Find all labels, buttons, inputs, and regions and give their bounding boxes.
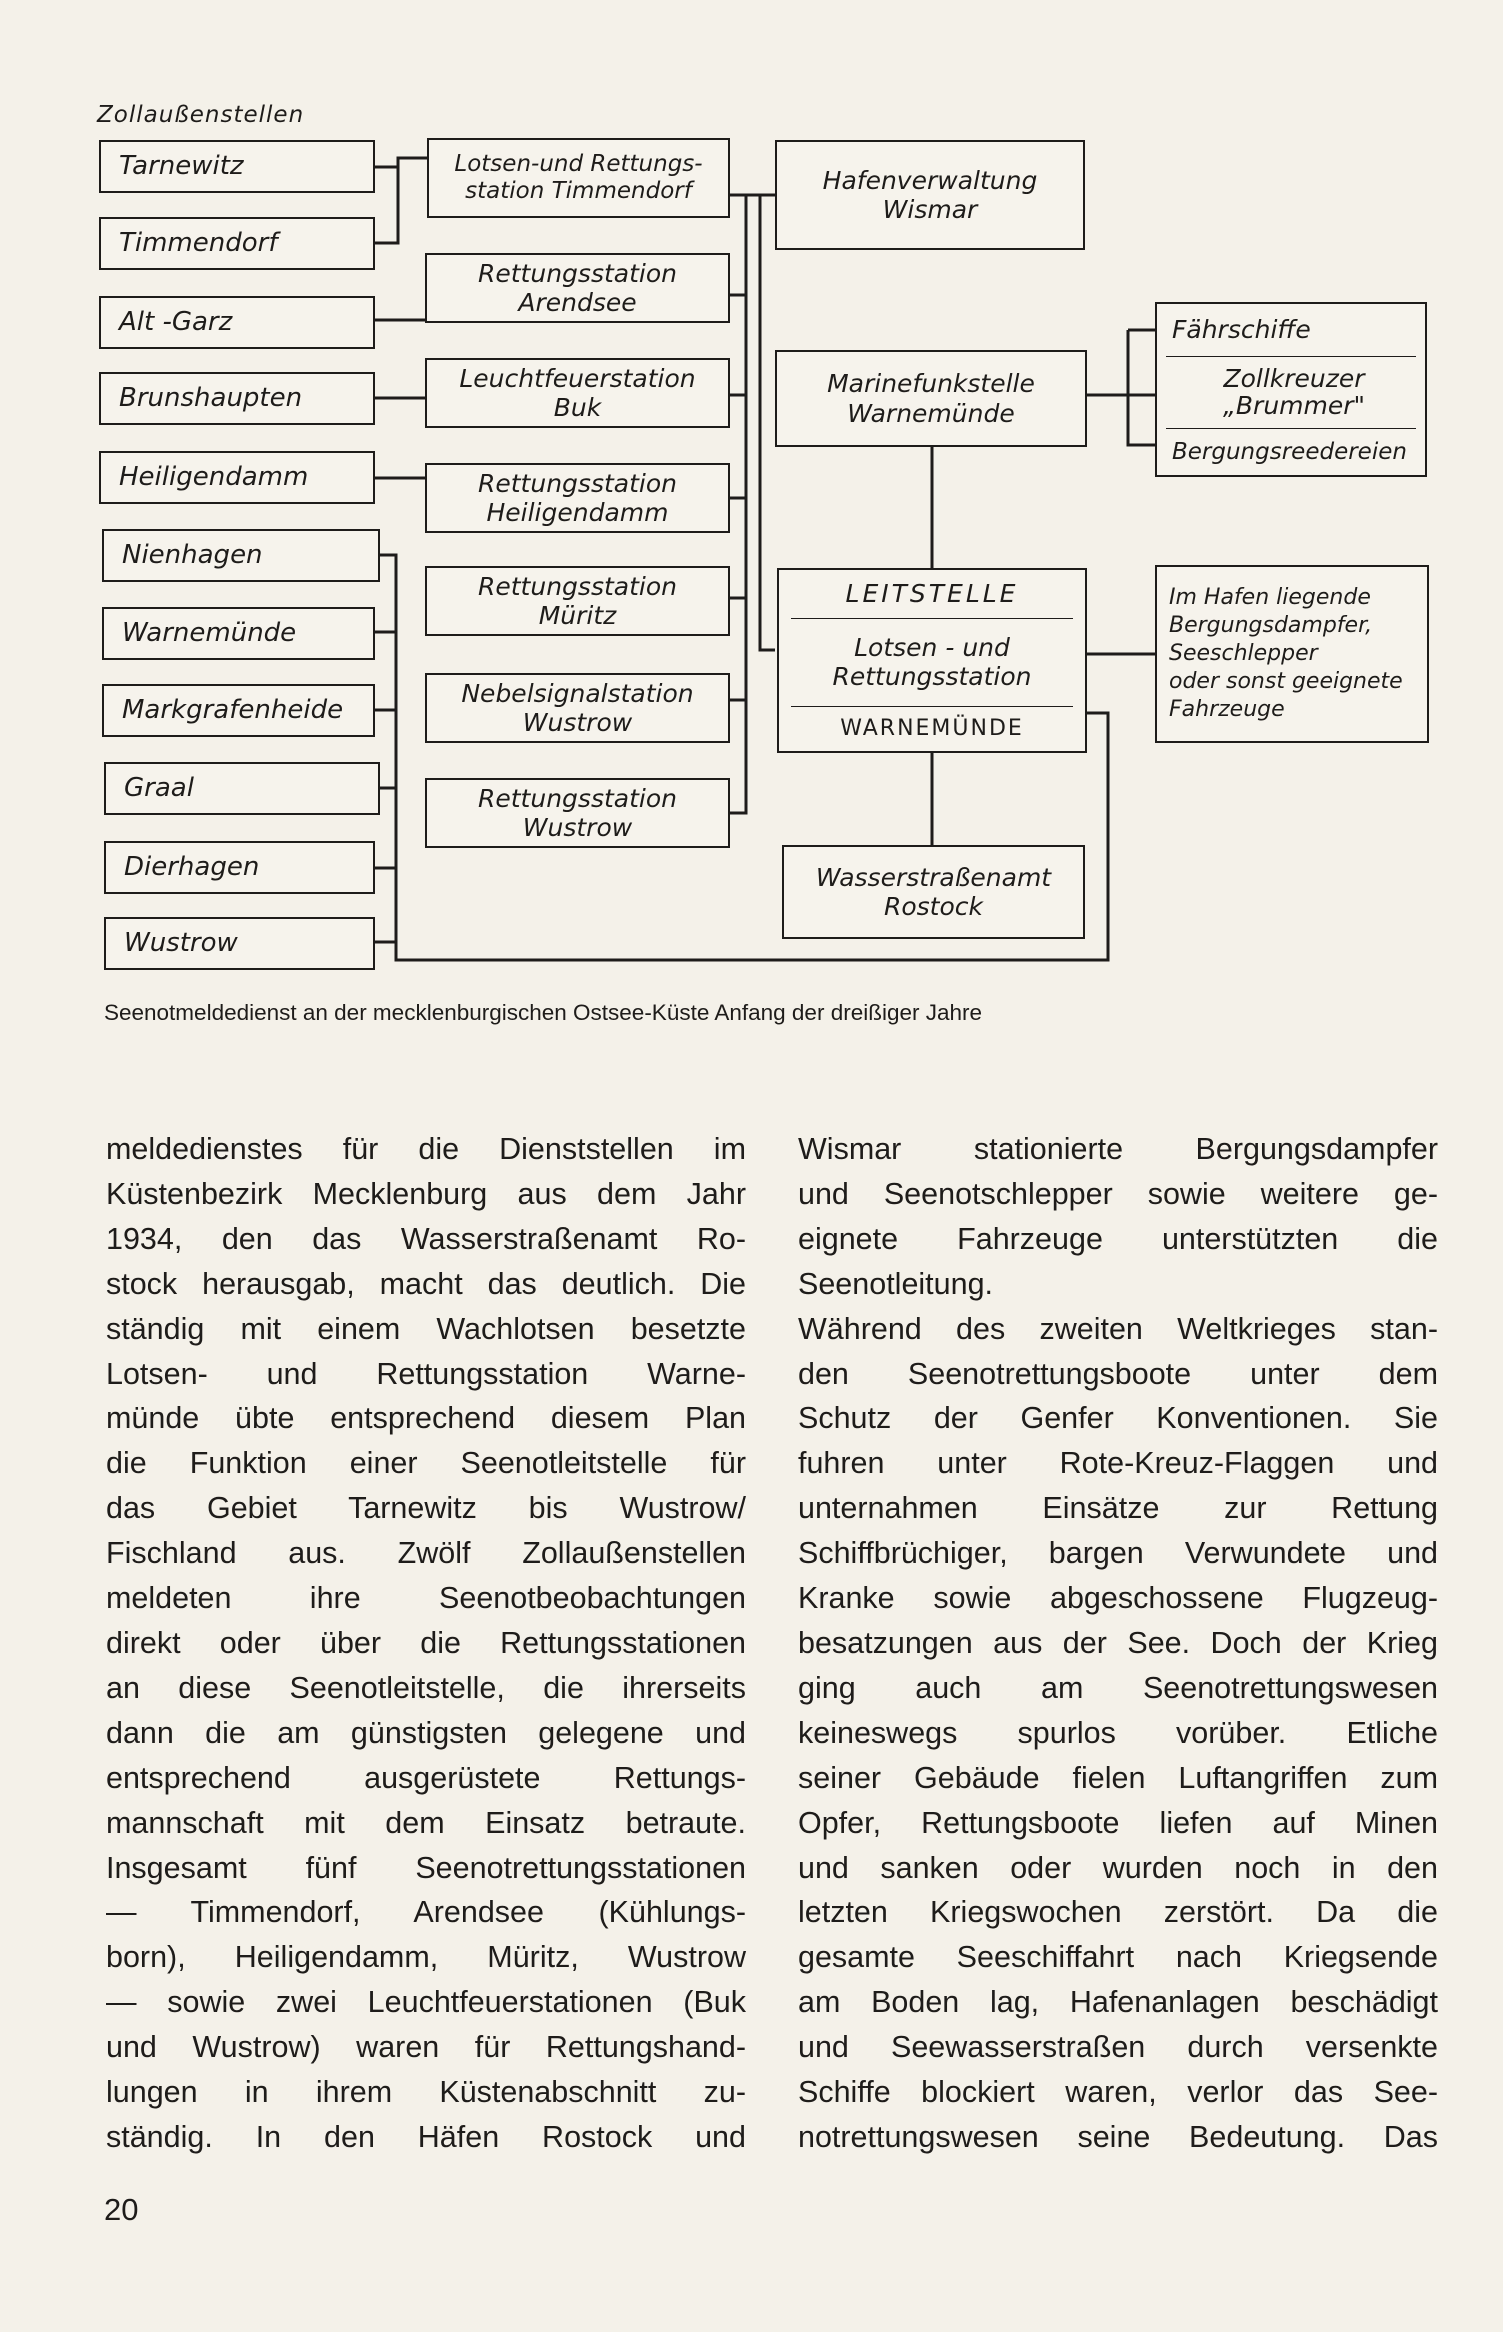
- text-line: meldeten ihre Seenotbeobachtungen: [106, 1581, 746, 1616]
- customs-post-box: Wustrow: [104, 917, 375, 970]
- station-line: Wustrow: [522, 813, 633, 842]
- text-line: Schutz der Genfer Konventionen. Sie: [798, 1401, 1438, 1436]
- text-line: und Wustrow) waren für Rettungshand-: [106, 2030, 746, 2065]
- text-column-left: [106, 1127, 746, 2160]
- text-line: Schiffbrüchiger, bargen Verwundete und: [798, 1536, 1438, 1571]
- harbor-vessels-line: oder sonst geeignete: [1169, 669, 1403, 695]
- radio-station-box: [775, 350, 1087, 447]
- radio-station-line: Marinefunkstelle: [827, 369, 1035, 398]
- customs-post-box: Alt -Garz: [99, 296, 375, 349]
- customs-post-box: Nienhagen: [102, 529, 380, 582]
- customs-post-box: Timmendorf: [99, 217, 375, 270]
- text-line: am Boden lag, Hafenanlagen beschädigt: [798, 1985, 1438, 2020]
- station-box-arendsee: [425, 253, 730, 323]
- customs-post-box: Graal: [104, 762, 380, 815]
- customs-post-box: Brunshaupten: [99, 372, 375, 425]
- station-line: Lotsen-und Rettungs-: [454, 150, 703, 177]
- station-box-rettung-wustrow: [425, 778, 730, 848]
- text-line: letzten Kriegswochen zerstört. Da die: [798, 1895, 1438, 1930]
- customs-post-box: Tarnewitz: [99, 140, 375, 193]
- vessels-item: Fährschiffe: [1166, 304, 1416, 357]
- text-line: besatzungen aus der See. Doch der Krieg: [798, 1625, 1438, 1660]
- text-line: notrettungswesen seine Bedeutung. Das: [798, 2119, 1438, 2154]
- text-column-right: [798, 1127, 1438, 2160]
- waterway-office-line: Rostock: [883, 892, 983, 921]
- text-line: Fischland aus. Zwölf Zollaußenstellen: [106, 1536, 746, 1571]
- text-line: gesamte Seeschiffahrt nach Kriegsende: [798, 1940, 1438, 1975]
- station-line: Rettungsstation: [478, 258, 677, 288]
- station-box-heiligendamm: [425, 463, 730, 533]
- control-center-subtitle-line: Lotsen - und: [854, 632, 1010, 662]
- text-line: Opfer, Rettungsboote liefen auf Minen: [798, 1805, 1438, 1840]
- text-line: Schiffe blockiert waren, verlor das See-: [798, 2075, 1438, 2110]
- station-line: Leuchtfeuerstation: [459, 363, 696, 393]
- control-center-subtitle-line: Rettungsstation: [832, 662, 1032, 692]
- text-line: unternahmen Einsätze zur Rettung: [798, 1491, 1438, 1526]
- text-line: und sanken oder wurden noch in den: [798, 1850, 1438, 1885]
- text-line: Lotsen- und Rettungsstation Warne-: [106, 1356, 746, 1391]
- customs-post-box: Markgrafenheide: [102, 684, 375, 737]
- station-line: Heiligendamm: [486, 498, 669, 527]
- text-line: born), Heiligendamm, Müritz, Wustrow: [106, 1940, 746, 1975]
- text-line: — Timmendorf, Arendsee (Kühlungs-: [106, 1895, 746, 1930]
- text-line: direkt oder über die Rettungsstationen: [106, 1625, 746, 1660]
- control-center-box: [777, 568, 1087, 753]
- text-line: Seenotleitung.: [798, 1266, 994, 1301]
- text-line: ging auch am Seenotrettungswesen: [798, 1670, 1438, 1705]
- station-box-nebelsignal-wustrow: [425, 673, 730, 743]
- text-line: mannschaft mit dem Einsatz betraute.: [106, 1805, 746, 1840]
- harbor-vessels-line: Im Hafen liegende: [1169, 584, 1371, 610]
- station-box-timmendorf: [427, 138, 730, 218]
- org-chart-diagram: [0, 0, 1503, 1000]
- text-line: stock herausgab, macht das deutlich. Die: [106, 1266, 746, 1301]
- station-line: Arendsee: [518, 288, 637, 317]
- station-line: station Timmendorf: [465, 178, 692, 204]
- page-number: 20: [104, 2192, 139, 2227]
- text-line: dann die am günstigsten gelegene und: [106, 1715, 746, 1750]
- harbor-vessels-line: Bergungsdampfer,: [1169, 612, 1373, 638]
- text-line: ständig. In den Häfen Rostock und: [106, 2119, 746, 2154]
- station-line: Rettungsstation: [478, 783, 677, 813]
- text-line: Küstenbezirk Mecklenburg aus dem Jahr: [106, 1176, 746, 1211]
- customs-post-box: Heiligendamm: [99, 451, 375, 504]
- harbor-admin-box: [775, 140, 1085, 250]
- text-line: seiner Gebäude fielen Luftangriffen zum: [798, 1760, 1438, 1795]
- text-line: keineswegs spurlos vorüber. Etliche: [798, 1715, 1438, 1750]
- customs-posts-heading: Zollaußenstellen: [97, 102, 305, 128]
- station-line: Wustrow: [522, 708, 633, 737]
- figure-caption: Seenotmeldedienst an der mecklenburgischen Ostsee-Küste Anfang der dreißiger Jahre: [104, 1000, 983, 1025]
- control-center-location: WARNEMÜNDE: [840, 716, 1024, 742]
- text-line: lungen in ihrem Küstenabschnitt zu-: [106, 2075, 746, 2110]
- text-line: Insgesamt fünf Seenotrettungsstationen: [106, 1850, 746, 1885]
- text-line: fuhren unter Rote-Kreuz-Flaggen und: [798, 1446, 1438, 1481]
- text-line: den Seenotrettungsboote unter dem: [798, 1356, 1438, 1391]
- text-line: ständig mit einem Wachlotsen besetzte: [106, 1311, 746, 1346]
- customs-post-box: Dierhagen: [104, 841, 375, 894]
- station-line: Buk: [553, 393, 602, 422]
- text-line: entsprechend ausgerüstete Rettungs-: [106, 1760, 746, 1795]
- harbor-vessels-line: Seeschlepper: [1169, 640, 1318, 666]
- station-line: Nebelsignalstation: [461, 678, 694, 708]
- text-line: eignete Fahrzeuge unterstützten die: [798, 1221, 1438, 1256]
- text-line: Wismar stationierte Bergungsdampfer: [798, 1132, 1438, 1166]
- harbor-admin-line: Hafenverwaltung: [822, 165, 1038, 195]
- vessels-item: Bergungsreedereien: [1172, 438, 1407, 465]
- vessels-item: Zollkreuzer „Brummer": [1166, 357, 1416, 430]
- text-line: an diese Seenotleitstelle, die ihrerseits: [106, 1670, 746, 1705]
- control-center-title: LEITSTELLE: [791, 570, 1073, 619]
- customs-post-box: Warnemünde: [102, 607, 375, 660]
- text-line: das Gebiet Tarnewitz bis Wustrow/: [106, 1491, 746, 1526]
- station-line: Rettungsstation: [478, 468, 677, 498]
- harbor-admin-line: Wismar: [882, 195, 978, 224]
- station-line: Rettungsstation: [478, 571, 677, 601]
- control-center-subtitle: [791, 619, 1073, 708]
- text-line: 1934, den das Wasserstraßenamt Ro-: [106, 1221, 746, 1256]
- waterway-office-line: Wasserstraßenamt: [815, 862, 1052, 892]
- radio-station-line: Warnemünde: [847, 398, 1015, 428]
- harbor-vessels-line: Fahrzeuge: [1169, 697, 1285, 723]
- vessels-box: [1155, 302, 1427, 477]
- text-line: und Seewasserstraßen durch versenkte: [798, 2030, 1438, 2065]
- station-line: Müritz: [538, 601, 617, 630]
- text-line: die Funktion einer Seenotleitstelle für: [106, 1446, 746, 1481]
- station-box-buk: [425, 358, 730, 428]
- text-line: Während des zweiten Weltkrieges stan-: [798, 1311, 1438, 1346]
- harbor-vessels-box: [1155, 565, 1429, 743]
- text-line: Kranke sowie abgeschossene Flugzeug-: [798, 1581, 1438, 1616]
- text-line: münde übte entsprechend diesem Plan: [106, 1401, 746, 1436]
- text-line: und Seenotschlepper sowie weitere ge-: [798, 1176, 1438, 1211]
- text-line: — sowie zwei Leuchtfeuerstationen (Buk: [106, 1985, 746, 2020]
- text-line: meldedienstes für die Dienststellen im: [106, 1132, 746, 1166]
- waterway-office-box: [782, 845, 1085, 939]
- station-box-mueritz: [425, 566, 730, 636]
